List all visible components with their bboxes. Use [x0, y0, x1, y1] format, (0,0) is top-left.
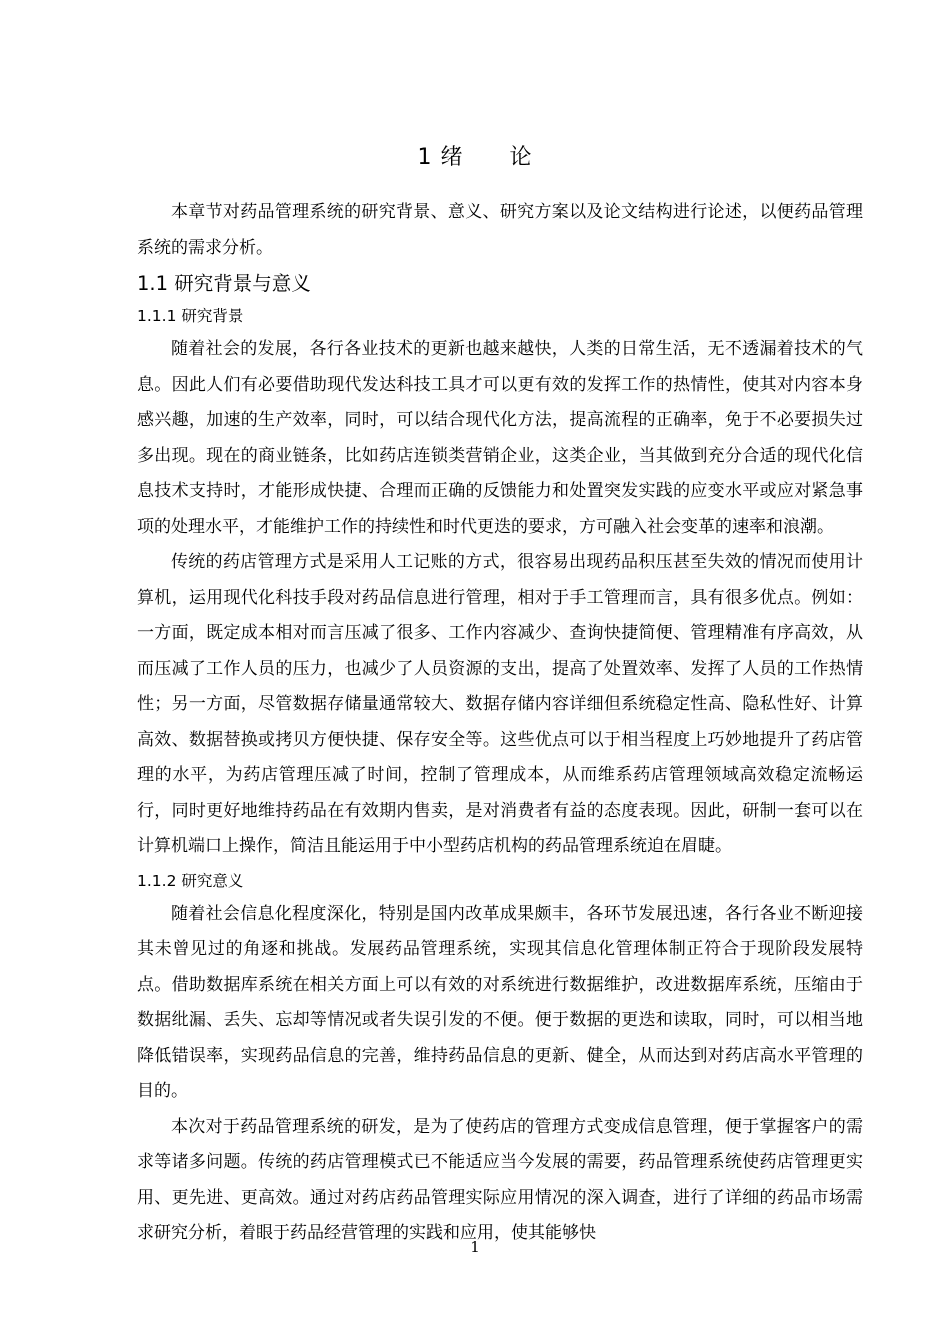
- page-body: [137, 195, 863, 1252]
- subsection-heading-1-1-1: 1.1.1 研究背景: [137, 307, 244, 325]
- body-paragraph: 传统的药店管理方式是采用人工记账的方式，很容易出现药品积压甚至失效的情况而使用计算机，运用现代化科技手段对药品信息进行管理，相对于手工管理而言，具有很多优点。例如：一方面，既定成本相对而言压减了很多、工作内容减少、查询快捷简便、管理精准有序高效，从而压减了工作人员的压力，也减少了人员资源的支出，提高了处置效率、发挥了人员的工作热情性；另一方面，尽管数据存储量通常较大、数据存储内容详细但系统稳定性高、隐私性好、计算高效、数据替换或拷贝方便快捷、保存安全等。这些优点可以于相当程度上巧妙地提升了药店管理的水平，为药店管理压减了时间，控制了管理成本，从而维系药店管理领域高效稳定流畅运行，同时更好地维持药品在有效期内售卖，是对消费者有益的态度表现。因此，研制一套可以在计算机端口上操作，简洁且能运用于中小型药店机构的药品管理系统迫在眉睫。: [137, 552, 863, 856]
- subsection-heading-1-1-2: 1.1.2 研究意义: [137, 871, 244, 890]
- intro-paragraph: 本章节对药品管理系统的研究背景、意义、研究方案以及论文结构进行论述，以便药品管理系统的需求分析。: [137, 202, 863, 258]
- section-heading-1-1: 1.1 研究背景与意义: [137, 272, 311, 295]
- body-paragraph: 随着社会的发展，各行各业技术的更新也越来越快，人类的日常生活，无不透漏着技术的气息。因此人们有必要借助现代发达科技工具才可以更有效的发挥工作的热情性，使其对内容本身感兴趣，加速的生产效率，同时，可以结合现代化方法，提高流程的正确率，免于不必要损失过多出现。现在的商业链条，比如药店连锁类营销企业，这类企业，当其做到充分合适的现代化信息技术支持时，才能形成快捷、合理而正确的反馈能力和处置突发实践的应变水平或应对紧急事项的处理水平，才能维护工作的持续性和时代更迭的要求，方可融入社会变革的速率和浪潮。: [137, 339, 863, 537]
- page-number: 1: [470, 1238, 480, 1256]
- chapter-title: 1 绪 论: [417, 145, 533, 170]
- body-paragraph: 本次对于药品管理系统的研发，是为了使药店的管理方式变成信息管理，便于掌握客户的需求等诸多问题。传统的药店管理模式已不能适应当今发展的需要，药品管理系统使药店管理更实用、更先进、更高效。通过对药店药品管理实际应用情况的深入调查，进行了详细的药品市场需求研究分析，着眼于药品经营管理的实践和应用，使其能够快: [137, 1116, 863, 1243]
- body-paragraph: 随着社会信息化程度深化，特别是国内改革成果颇丰，各环节发展迅速，各行各业不断迎接其未曾见过的角逐和挑战。发展药品管理系统，实现其信息化管理体制正符合于现阶段发展特点。借助数据库系统在相关方面上可以有效的对系统进行数据维护，改进数据库系统，压缩由于数据纰漏、丢失、忘却等情况或者失误引发的不便。便于数据的更迭和读取，同时，可以相当地降低错误率，实现药品信息的完善，维持药品信息的更新、健全，从而达到对药店高水平管理的目的。: [137, 903, 863, 1101]
